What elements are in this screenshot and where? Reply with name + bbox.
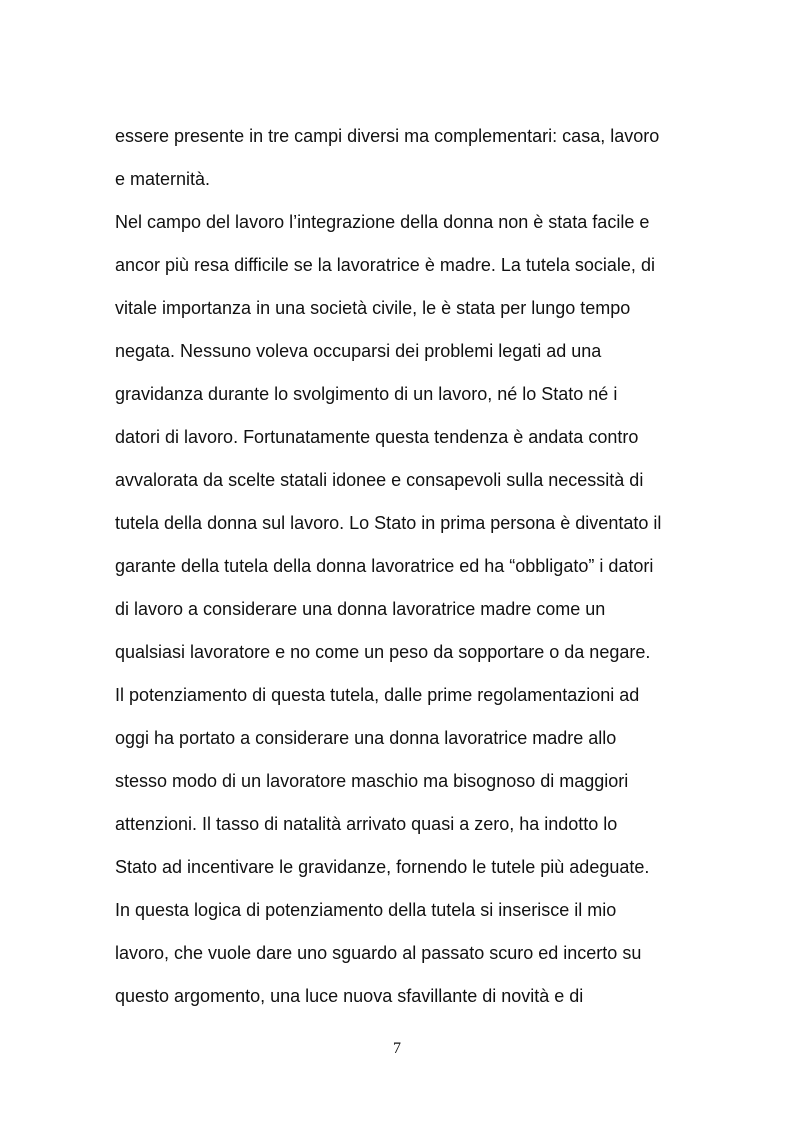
text-line: Nel campo del lavoro l’integrazione della donna non è stata facile e xyxy=(115,212,650,232)
text-line: Stato ad incentivare le gravidanze, fornendo le tutele più adeguate. xyxy=(115,857,650,877)
text-line: tutela della donna sul lavoro. Lo Stato in prima persona è diventato il xyxy=(115,513,662,533)
text-line: Il potenziamento di questa tutela, dalle prime regolamentazioni ad xyxy=(115,685,640,705)
text-line: garante della tutela della donna lavoratrice ed ha “obbligato” i datori xyxy=(115,556,654,576)
text-line: attenzioni. Il tasso di natalità arrivato quasi a zero, ha indotto lo xyxy=(115,814,618,834)
text-line: datori di lavoro. Fortunatamente questa tendenza è andata contro xyxy=(115,427,639,447)
text-line: avvalorata da scelte statali idonee e consapevoli sulla necessità di xyxy=(115,470,644,490)
text-line: vitale importanza in una società civile, le è stata per lungo tempo xyxy=(115,298,631,318)
text-line: In questa logica di potenziamento della tutela si inserisce il mio xyxy=(115,900,617,920)
text-line: essere presente in tre campi diversi ma complementari: casa, lavoro xyxy=(115,126,660,146)
text-line: gravidanza durante lo svolgimento di un lavoro, né lo Stato né i xyxy=(115,384,618,404)
text-line: questo argomento, una luce nuova sfavillante di novità e di xyxy=(115,986,584,1006)
text-line: e maternità. xyxy=(115,169,211,189)
text-line: qualsiasi lavoratore e no come un peso da sopportare o da negare. xyxy=(115,642,651,662)
text-line: oggi ha portato a considerare una donna lavoratrice madre allo xyxy=(115,728,617,748)
text-line: ancor più resa difficile se la lavoratrice è madre. La tutela sociale, di xyxy=(115,255,655,275)
text-line: negata. Nessuno voleva occuparsi dei problemi legati ad una xyxy=(115,341,602,361)
text-line: stesso modo di un lavoratore maschio ma bisognoso di maggiori xyxy=(115,771,629,791)
text-line: lavoro, che vuole dare uno sguardo al passato scuro ed incerto su xyxy=(115,943,642,963)
body-text xyxy=(115,126,695,1029)
page-number: 7 xyxy=(393,1040,401,1057)
text-line: di lavoro a considerare una donna lavoratrice madre come un xyxy=(115,599,606,619)
